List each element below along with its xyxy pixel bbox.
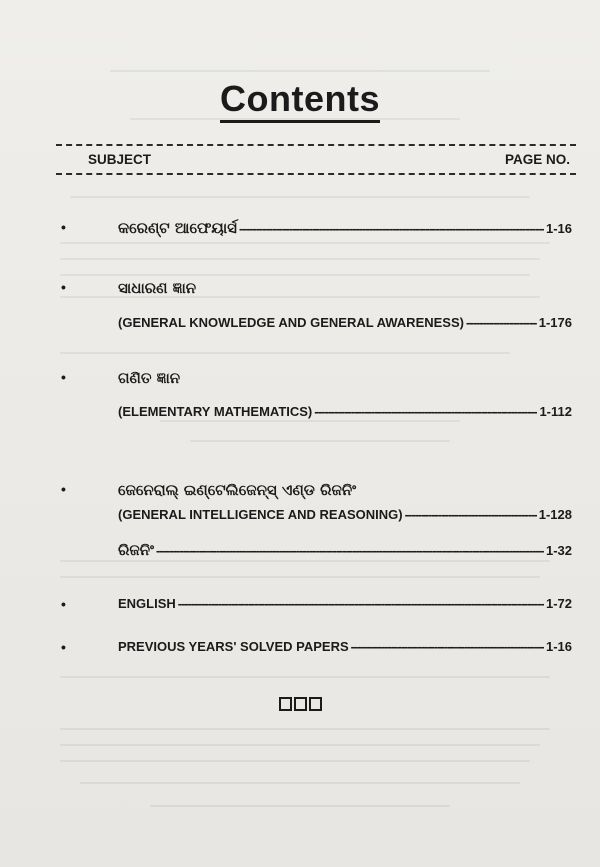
bullet-icon: • [61, 219, 66, 235]
toc-entry-label: ରିଜନିଂ [118, 541, 154, 559]
toc-entry-pages: 1-32 [545, 543, 572, 558]
toc-entry-general-intelligence-reasoning [118, 507, 572, 522]
bullet-icon: • [61, 639, 66, 655]
leader-dots [405, 507, 537, 522]
toc-entry-reasoning-odia [118, 541, 572, 559]
toc-entry-label: (ELEMENTARY MATHEMATICS) [118, 404, 313, 419]
toc-entry-general-knowledge-odia [118, 279, 572, 297]
bleed-through-line [60, 352, 510, 354]
bleed-through-line [60, 576, 540, 578]
bullet-icon: • [61, 369, 66, 385]
end-of-contents-mark [0, 695, 600, 711]
subject-column-header: SUBJECT [88, 152, 152, 167]
toc-entry-pages: 1-16 [545, 639, 572, 654]
square-ornament-icon [309, 697, 322, 711]
bleed-through-line [190, 440, 450, 442]
leader-dots [156, 543, 544, 558]
toc-entry-label: (GENERAL KNOWLEDGE AND GENERAL AWARENESS) [118, 315, 464, 330]
leader-dots [314, 404, 537, 419]
toc-entry-previous-years-papers [118, 639, 572, 654]
toc-entry-label: ଗଣିତ ଜ୍ଞାନ [118, 369, 181, 387]
toc-entry-pages: 1-128 [538, 507, 572, 522]
bullet-icon: • [61, 481, 66, 497]
bleed-through-line [60, 760, 530, 762]
bleed-through-line [160, 420, 460, 422]
toc-entry-general-knowledge [118, 315, 572, 330]
bleed-through-line [80, 782, 520, 784]
toc-entry-mathematics-odia [118, 369, 572, 387]
toc-entry-label: (GENERAL INTELLIGENCE AND REASONING) [118, 507, 403, 522]
bleed-through-line [60, 274, 530, 276]
toc-entry-label: ଜେନେରାଲ୍ ଇଣ୍ଟେଲିଜେନ୍ସ୍ ଏଣ୍ଡ ରିଜନିଂ [118, 481, 357, 499]
bleed-through-line [60, 258, 540, 260]
page-title-text: Contents [220, 79, 380, 123]
leader-dots [351, 639, 544, 654]
page-title [0, 78, 600, 123]
leader-dots [466, 315, 537, 330]
toc-entry-current-affairs [118, 219, 572, 237]
square-ornament-icon [279, 697, 292, 711]
page-number-column-header: PAGE NO. [504, 152, 570, 167]
toc-entry-pages: 1-112 [539, 404, 572, 419]
leader-dots [239, 221, 544, 236]
toc-entry-pages: 1-16 [545, 221, 572, 236]
header-top-rule [56, 144, 576, 146]
toc-entry-label: PREVIOUS YEARS' SOLVED PAPERS [118, 639, 349, 654]
bleed-through-line [60, 676, 550, 678]
bullet-icon: • [61, 596, 66, 612]
bleed-through-line [60, 728, 550, 730]
header-bottom-rule [56, 173, 576, 175]
bullet-icon: • [61, 279, 66, 295]
toc-entry-label: ENGLISH [118, 596, 176, 611]
toc-entry-label: କରେଣ୍ଟ ଆଫେୟାର୍ସ [118, 219, 237, 237]
leader-dots [178, 596, 544, 611]
bleed-through-line [150, 805, 450, 807]
toc-entry-general-intelligence-odia [118, 481, 572, 499]
toc-entry-pages: 1-176 [538, 315, 572, 330]
square-ornament-icon [294, 697, 307, 711]
toc-entry-elementary-mathematics [118, 404, 572, 419]
bleed-through-line [70, 196, 530, 198]
bleed-through-line [60, 242, 550, 244]
toc-entry-label: ସାଧାରଣ ଜ୍ଞାନ [118, 279, 197, 297]
bleed-through-line [60, 744, 540, 746]
toc-entry-pages: 1-72 [545, 596, 572, 611]
bleed-through-line [110, 70, 490, 72]
toc-entry-english [118, 596, 572, 611]
bleed-through-line [60, 560, 550, 562]
